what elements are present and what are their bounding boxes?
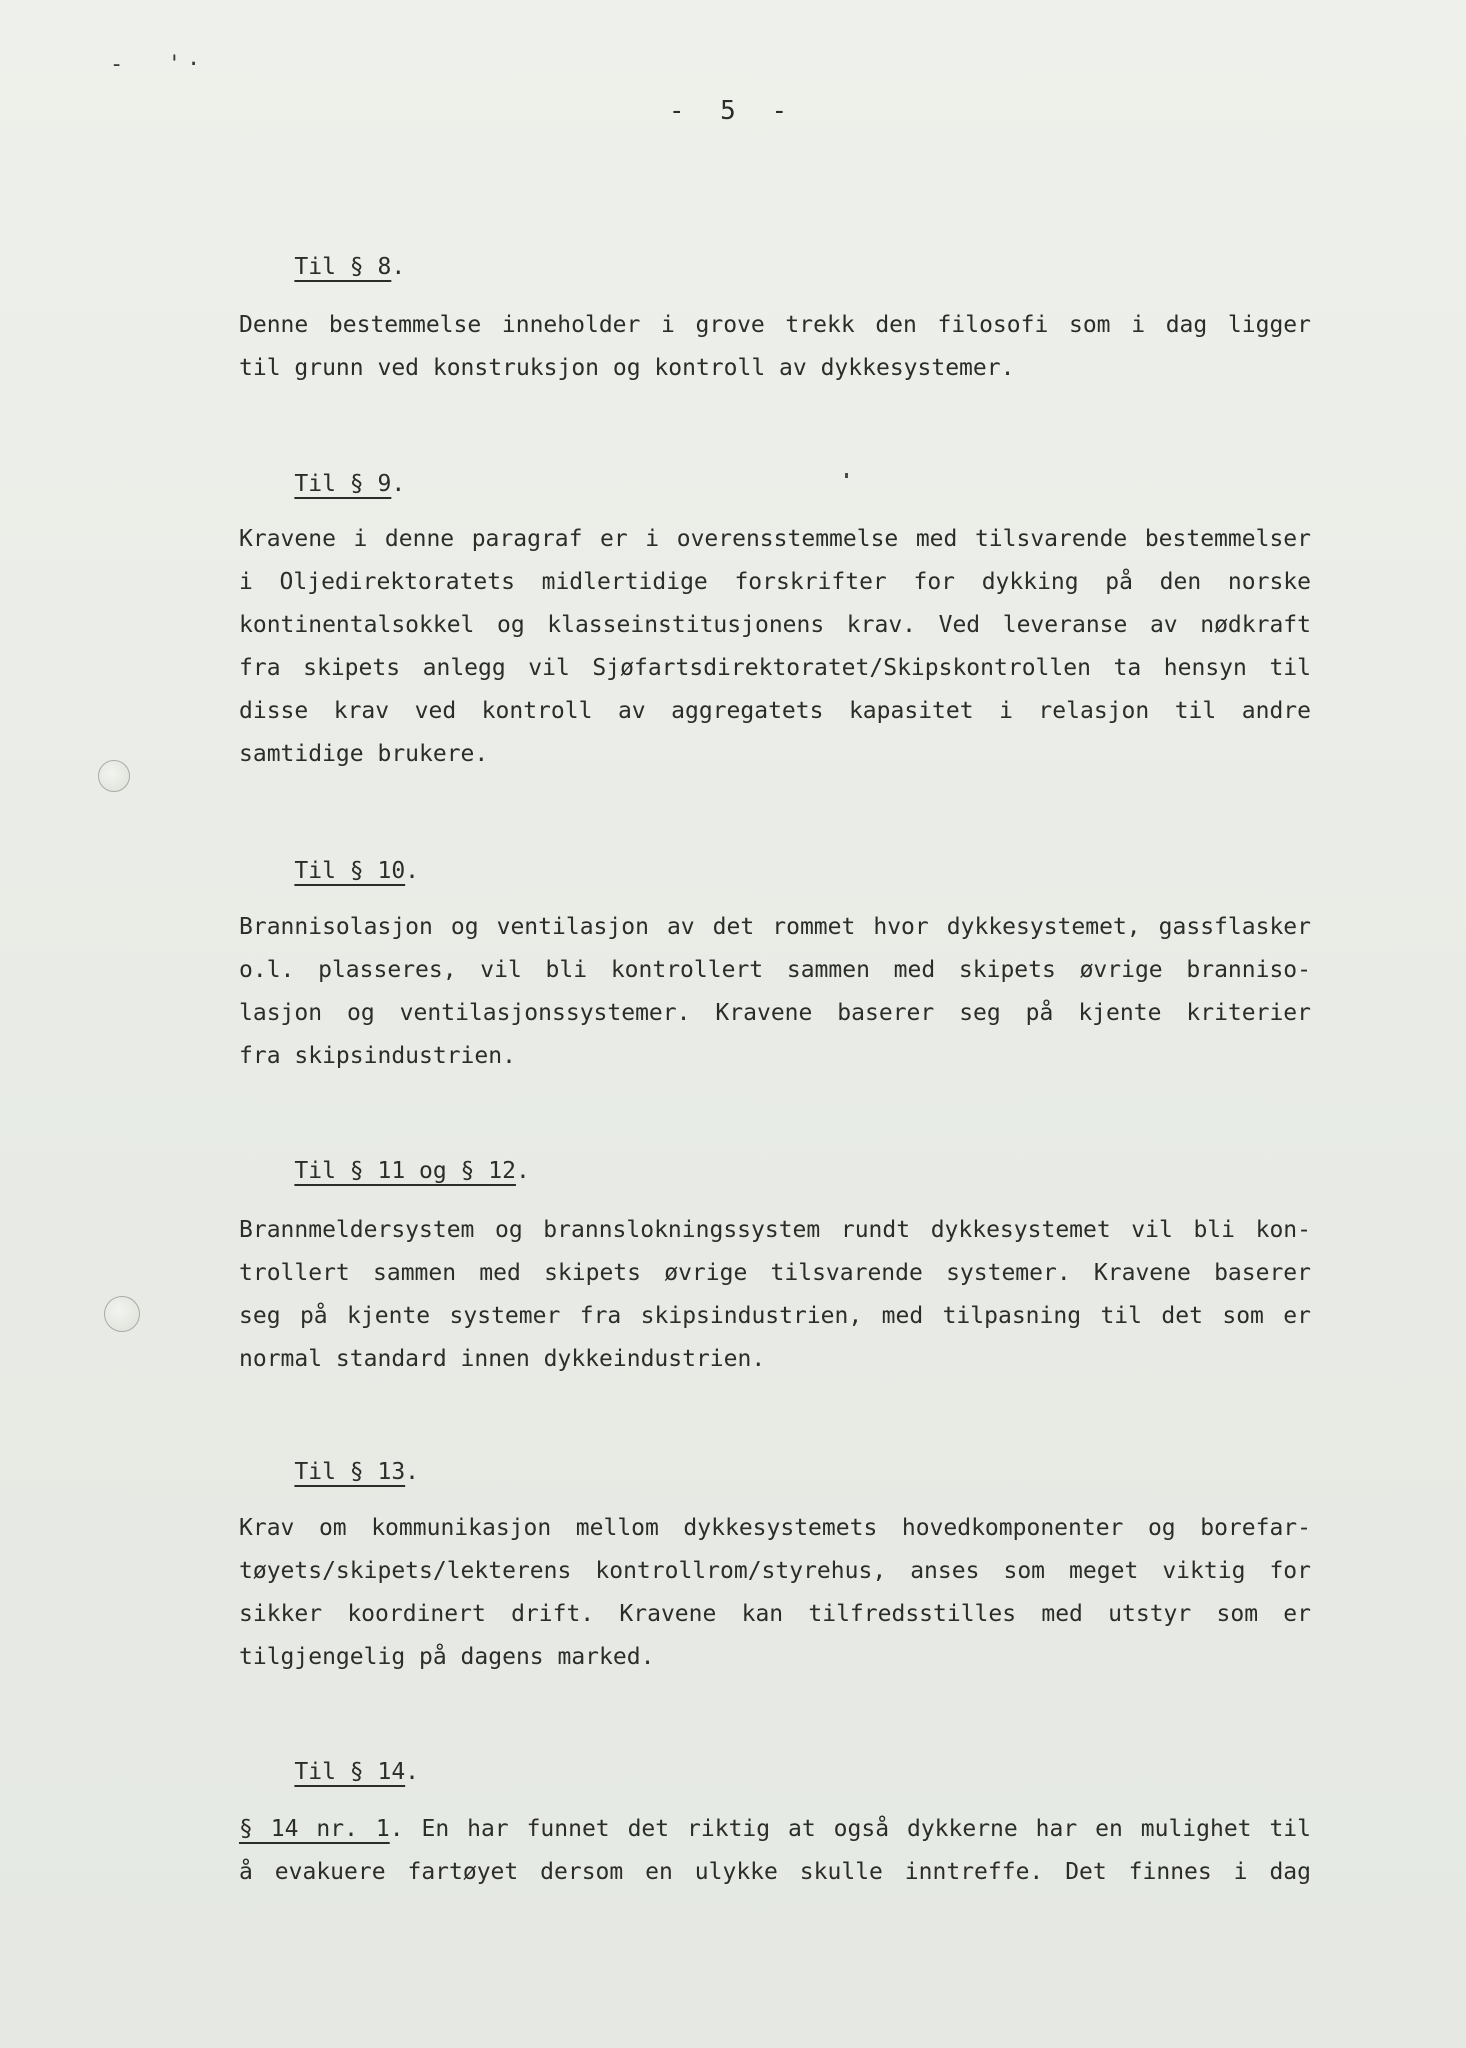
text-line: fra skipsindustrien.	[239, 1043, 516, 1069]
text-line: Kravene i denne paragraf er i overensstemmelse med tilsvarende bestemmelser	[239, 526, 1311, 552]
text-line: o.l. plasseres, vil bli kontrollert sammen med skipets øvrige branniso-	[239, 957, 1311, 983]
text-line: Krav om kommunikasjon mellom dykkesystemets hovedkomponenter og borefar-	[239, 1515, 1311, 1541]
text-line: sikker koordinert drift. Kravene kan tilfredsstilles med utstyr som er	[239, 1601, 1311, 1627]
text-line: kontinentalsokkel og klasseinstitusjonens krav. Ved leveranse av nødkraft	[239, 612, 1311, 638]
section-heading-14: Til § 14.	[294, 1759, 420, 1785]
text-line: i Oljedirektoratets midlertidige forskrifter for dykking på den norske	[239, 569, 1311, 595]
section-heading-9: Til § 9.	[294, 471, 406, 497]
text-line: Denne bestemmelse inneholder i grove trekk den filosofi som i dag ligger	[239, 312, 1311, 338]
section-body-9	[239, 518, 1311, 776]
text-line: samtidige brukere.	[239, 741, 489, 767]
subsection-label: § 14 nr. 1	[239, 1816, 390, 1842]
text-line: å evakuere fartøyet dersom en ulykke skulle inntreffe. Det finnes i dag	[239, 1859, 1311, 1885]
punch-hole-top	[98, 760, 130, 792]
punch-hole-bottom	[104, 1296, 140, 1332]
section-body-14	[239, 1808, 1311, 1894]
margin-marks: - '·	[110, 52, 207, 77]
section-body-13	[239, 1507, 1311, 1679]
text-line: disse krav ved kontroll av aggregatets kapasitet i relasjon til andre	[239, 698, 1311, 724]
text-line: Brannisolasjon og ventilasjon av det rommet hvor dykkesystemet, gassflasker	[239, 914, 1311, 940]
section-body-10	[239, 906, 1311, 1078]
text-line: seg på kjente systemer fra skipsindustrien, med tilpasning til det som er	[239, 1303, 1311, 1329]
section-body-11-12	[239, 1209, 1311, 1381]
text-line: til grunn ved konstruksjon og kontroll av dykkesystemer.	[239, 355, 1015, 381]
page-number: - 5 -	[668, 96, 798, 126]
text-line: Brannmeldersystem og brannslokningssystem rundt dykkesystemet vil bli kon-	[239, 1217, 1311, 1243]
section-heading-11-12: Til § 11 og § 12.	[294, 1158, 530, 1184]
section-heading-13: Til § 13.	[294, 1459, 420, 1485]
text-line: tilgjengelig på dagens marked.	[239, 1644, 655, 1670]
text-line: normal standard innen dykkeindustrien.	[239, 1346, 766, 1372]
section-heading-10: Til § 10.	[294, 858, 420, 884]
text-line: fra skipets anlegg vil Sjøfartsdirektoratet/Skipskontrollen ta hensyn til	[239, 655, 1311, 681]
section-heading-8: Til § 8.	[294, 254, 406, 280]
section-body-8	[239, 304, 1311, 390]
text-line: § 14 nr. 1. En har funnet det riktig at også dykkerne har en mulighet til	[239, 1816, 1311, 1842]
text-line: lasjon og ventilasjonssystemer. Kravene baserer seg på kjente kriterier	[239, 1000, 1311, 1026]
text-line: tøyets/skipets/lekterens kontrollrom/styrehus, anses som meget viktig for	[239, 1558, 1311, 1584]
text-line: trollert sammen med skipets øvrige tilsvarende systemer. Kravene baserer	[239, 1260, 1311, 1286]
